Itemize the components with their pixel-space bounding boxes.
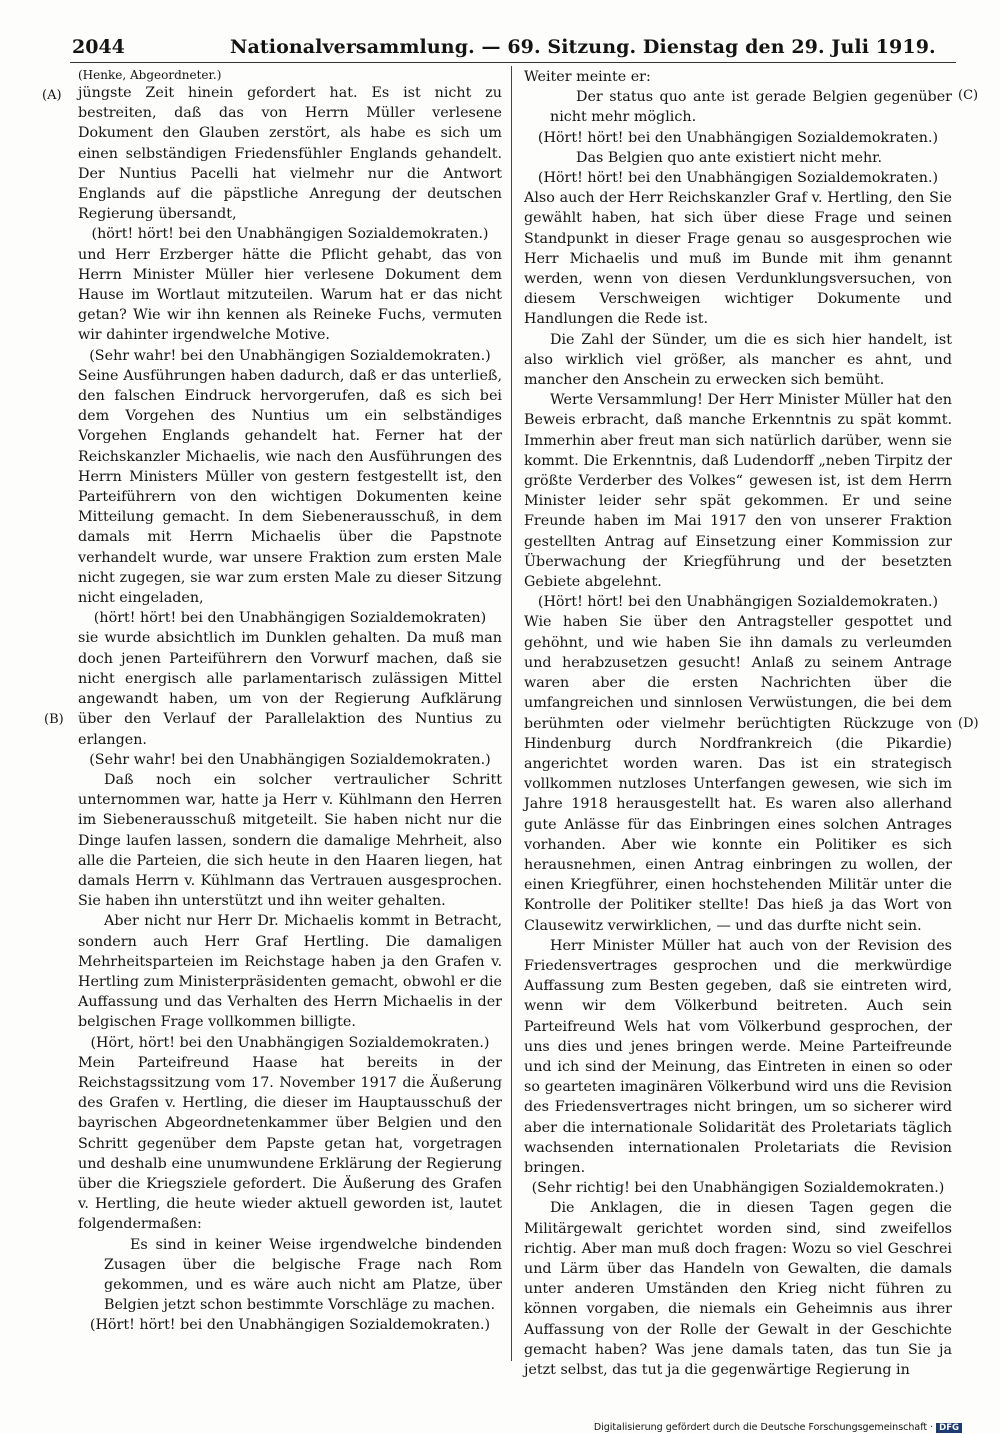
margin-marker-a: (A) [42, 88, 62, 103]
interjection: (Hört! hört! bei den Unabhängigen Sozialdemokraten.) [537, 170, 939, 187]
interjection: (Hört! hört! bei den Unabhängigen Sozialdemokraten.) [537, 594, 939, 611]
margin-marker-c: (C) [958, 88, 979, 103]
column-divider [511, 66, 512, 1361]
page-number: 2044 [72, 36, 125, 58]
interjection: (hört! hört! bei den Unabhängigen Sozialdemokraten.) [91, 226, 489, 243]
interjection: (Sehr wahr! bei den Unabhängigen Sozialdemokraten.) [89, 347, 491, 364]
interjection: (hört! hört! bei den Unabhängigen Sozialdemokraten) [93, 610, 487, 627]
paragraph: Die Anklagen, die in diesen Tagen gegen die Militärgewalt gerichtet worden sind, sind zweifellos richtig. Aber man muß doch fragen: Wozu so viel Geschrei und Lärm über das Handeln von Gewalten, die damals unter anderen Umständen den Krieg nicht führen zu können vorgaben, die niemals ein Geheimnis aus ihrer Auffassung von der Rolle der Gewalt in der Geschichte gemacht haben? Was jene damals taten, das tun Sie ja jetzt selbst, das tut ja die gegenwärtige Regierung in [524, 1200, 952, 1378]
interjection: (Sehr wahr! bei den Unabhängigen Sozialdemokraten.) [89, 751, 491, 768]
interjection: (Hört! hört! bei den Unabhängigen Sozialdemokraten.) [89, 1317, 491, 1334]
paragraph: Wie haben Sie über den Antragsteller gespottet und gehöhnt, und wie haben Sie ihn damals zu verleumden und herabzusetzen gesucht! Anlaß zu seinem Antrage waren aber die ersten Nachrichten über die umfangreichen und sinnlosen Verwüstungen, die bei dem berühmten oder vielmehr berüchtigten Rückzuge von Hindenburg durch Nordfrankreich (die Pikardie) angerichtet worden waren. Das ist ein strategisch vollkommen nutzloses Unterfangen gewesen, wie sich im Jahre 1918 herausgestellt hat. Es waren also allerhand gute Anlässe für das Einbringen eines solchen Antrages vorhanden. Aber wie konnte ein Politiker es sich herausnehmen, einen Antrag einbringen zu wollen, der einen Kriegführer, einen hochstehenden Militär unter die Kontrolle der Politiker stellte! Das hieß ja das Wort von Clausewitz verwirklichen, — und das durfte nicht sein. [524, 614, 952, 934]
paragraph: Aber nicht nur Herr Dr. Michaelis kommt in Betracht, sondern auch Herr Graf Hertling. Die damaligen Mehrheitsparteien im Reichstage haben ja den Grafen v. Hertling zum Ministerpräsidenten gemacht, obwohl er die Auffassung und das Verhalten des Herrn Michaelis in der belgischen Frage vollkommen billigte. [78, 913, 502, 1031]
interjection: (Hört, hört! bei den Unabhängigen Sozialdemokraten.) [90, 1034, 490, 1051]
paragraph: sie wurde absichtlich im Dunklen gehalten. Da muß man doch jenen Parteiführern den Vorwurf machen, daß sie nicht energisch alle parlamentarisch zulässigen Mittel angewandt haben, um von der Regierung Aufklärung über den Verlauf der Parallelaktion des Nuntius zu erlangen. [78, 630, 502, 748]
right-column [524, 67, 952, 1380]
header-rule [70, 62, 956, 63]
paragraph: Die Zahl der Sünder, um die es sich hier handelt, ist also wirklich viel größer, als mancher es ahnt, und mancher den Anschein zu erwecken sich bemüht. [524, 331, 952, 389]
paragraph: Also auch der Herr Reichskanzler Graf v. Hertling, den Sie gewählt haben, hat sich über diese Frage und seinen Standpunkt in dieser Frage genau so ausgesprochen wie Herr Michaelis und muß im Bunde mit ihm genannt werden, wenn von diesen Verdunklungsversuchen, von diesem Verschweigen wichtiger Dokumente und Handlungen die Rede ist. [524, 190, 952, 328]
quotation: Das Belgien quo ante existiert nicht mehr. [576, 149, 882, 166]
dfg-logo: DFG [936, 1423, 962, 1433]
paragraph: jüngste Zeit hinein gefordert hat. Es ist nicht zu bestreiten, daß das von Herrn Müller verlesene Dokument den Glauben zerstört, als habe es sich um einen selbständigen Friedensfühler Englands gehandelt. Der Nuntius Pacelli hat vielmehr nur die Antwort Englands auf die päpstliche Anregung der deutschen Regierung übersandt, [78, 85, 502, 223]
paragraph: und Herr Erzberger hätte die Pflicht gehabt, das von Herrn Minister Müller hier verlesene Dokument dem Hause im Wortlaut mitzuteilen. Warum hat er das nicht getan? Wie wir ihn kennen als Reineke Fuchs, vermuten wir dahinter irgendwelche Motive. [78, 246, 502, 344]
paragraph: Herr Minister Müller hat auch von der Revision des Friedensvertrages gesprochen und die merkwürdige Auffassung zum Besten gegeben, daß sie eintreten wird, wenn wir dem Völkerbund beitreten. Auch sein Parteifreund Wels hat vom Völkerbund gesprochen, der uns dies und jenes bringen werde. Meine Parteifreunde und ich sind der Meinung, das Eintreten in einen so oder so gearteten imaginären Völkerbund wird uns die Revision des Friedensvertrages nicht bringen, um so sicherer wird aber die internationale Solidarität des Proletariats täglich wachsenden internationalen Proletariats die Revision bringen. [524, 937, 952, 1176]
paragraph: Weiter meinte er: [524, 69, 651, 85]
page-header [72, 36, 952, 60]
interjection: (Sehr richtig! bei den Unabhängigen Sozialdemokraten.) [531, 1180, 945, 1197]
margin-marker-b: (B) [44, 712, 64, 727]
running-title: Nationalversammlung. — 69. Sitzung. Dienstag den 29. Juli 1919. [230, 36, 936, 58]
interjection: (Hört! hört! bei den Unabhängigen Sozialdemokraten.) [537, 129, 939, 146]
left-column [78, 67, 502, 1336]
paragraph: Daß noch ein solcher vertraulicher Schritt unternommen war, hatte ja Herr v. Kühlmann den Herren im Siebenerausschuß mitgeteilt. Sie haben nicht nur die Dinge laufen lassen, sondern die damalige Mehrheit, also alle die Parteien, die sich heute in den Haaren liegen, hat damals Herrn v. Kühlmann das Vertrauen ausgesprochen. Sie haben ihn unterstützt und ihn weiter gehalten. [78, 771, 502, 910]
credit-text: Digitalisierung gefördert durch die Deutsche Forschungsgemeinschaft · [593, 1422, 934, 1433]
quotation: Es sind in keiner Weise irgendwelche bindenden Zusagen über die belgische Frage nach Rom gekommen, und es wäre auch nicht am Platze, über Belgien jetzt schon bestimmte Vorschläge zu machen. [104, 1236, 502, 1314]
paragraph: Mein Parteifreund Haase hat bereits in der Reichstagssitzung vom 17. November 1917 die Äußerung des Grafen v. Hertling, die dieser im Hauptausschuß der bayrischen Abgeordnetenkammer über Belgien und den Schritt gegenüber dem Papste getan hat, vorgetragen und deshalb eine unumwundene Erklärung der Regierung über die Kriegsziele gefordert. Die Äußerung des Grafen v. Hertling, die heute wieder aktuell geworden ist, lautet folgendermaßen: [78, 1054, 502, 1233]
paragraph: Seine Ausführungen haben dadurch, daß er das unterließ, den falschen Eindruck hervorgerufen, daß es sich bei dem Vorgehen des Nuntius um ein selbständiges Vorgehen Englands gehandelt hat. Ferner hat der Reichskanzler Michaelis, wie nach den Ausführungen des Herrn Ministers Müller von gestern festgestellt ist, den Parteiführern von den wichtigen Dokumenten keine Mitteilung gemacht. In dem Siebenerausschuß, in dem damals mit Herrn Michaelis über die Papstnote verhandelt wurde, war unsere Fraktion zum ersten Male nicht zugegen, sie war zum ersten Male zu dieser Sitzung nicht eingeladen, [78, 367, 502, 607]
margin-marker-d: (D) [958, 716, 979, 731]
paragraph: Werte Versammlung! Der Herr Minister Müller hat den Beweis erbracht, daß manche Erkenntnis zu spät kommt. Immerhin aber freut man sich natürlich darüber, wenn sie kommt. Die Erkenntnis, daß Ludendorff „neben Tirpitz der größte Verderber des Volkes“ gewesen ist, ist dem Herrn Minister leider sehr spät gekommen. Er und seine Freunde haben im Mai 1917 den von unserer Fraktion gestellten Antrag auf Einsetzung einer Kommission zur Überwachung der Kriegführung und der besetzten Gebiete abgelehnt. [524, 392, 952, 591]
speaker-label: (Henke, Abgeordneter.) [78, 68, 222, 82]
quotation: Der status quo ante ist gerade Belgien gegenüber nicht mehr möglich. [550, 89, 952, 126]
digitization-credit [594, 1422, 962, 1433]
